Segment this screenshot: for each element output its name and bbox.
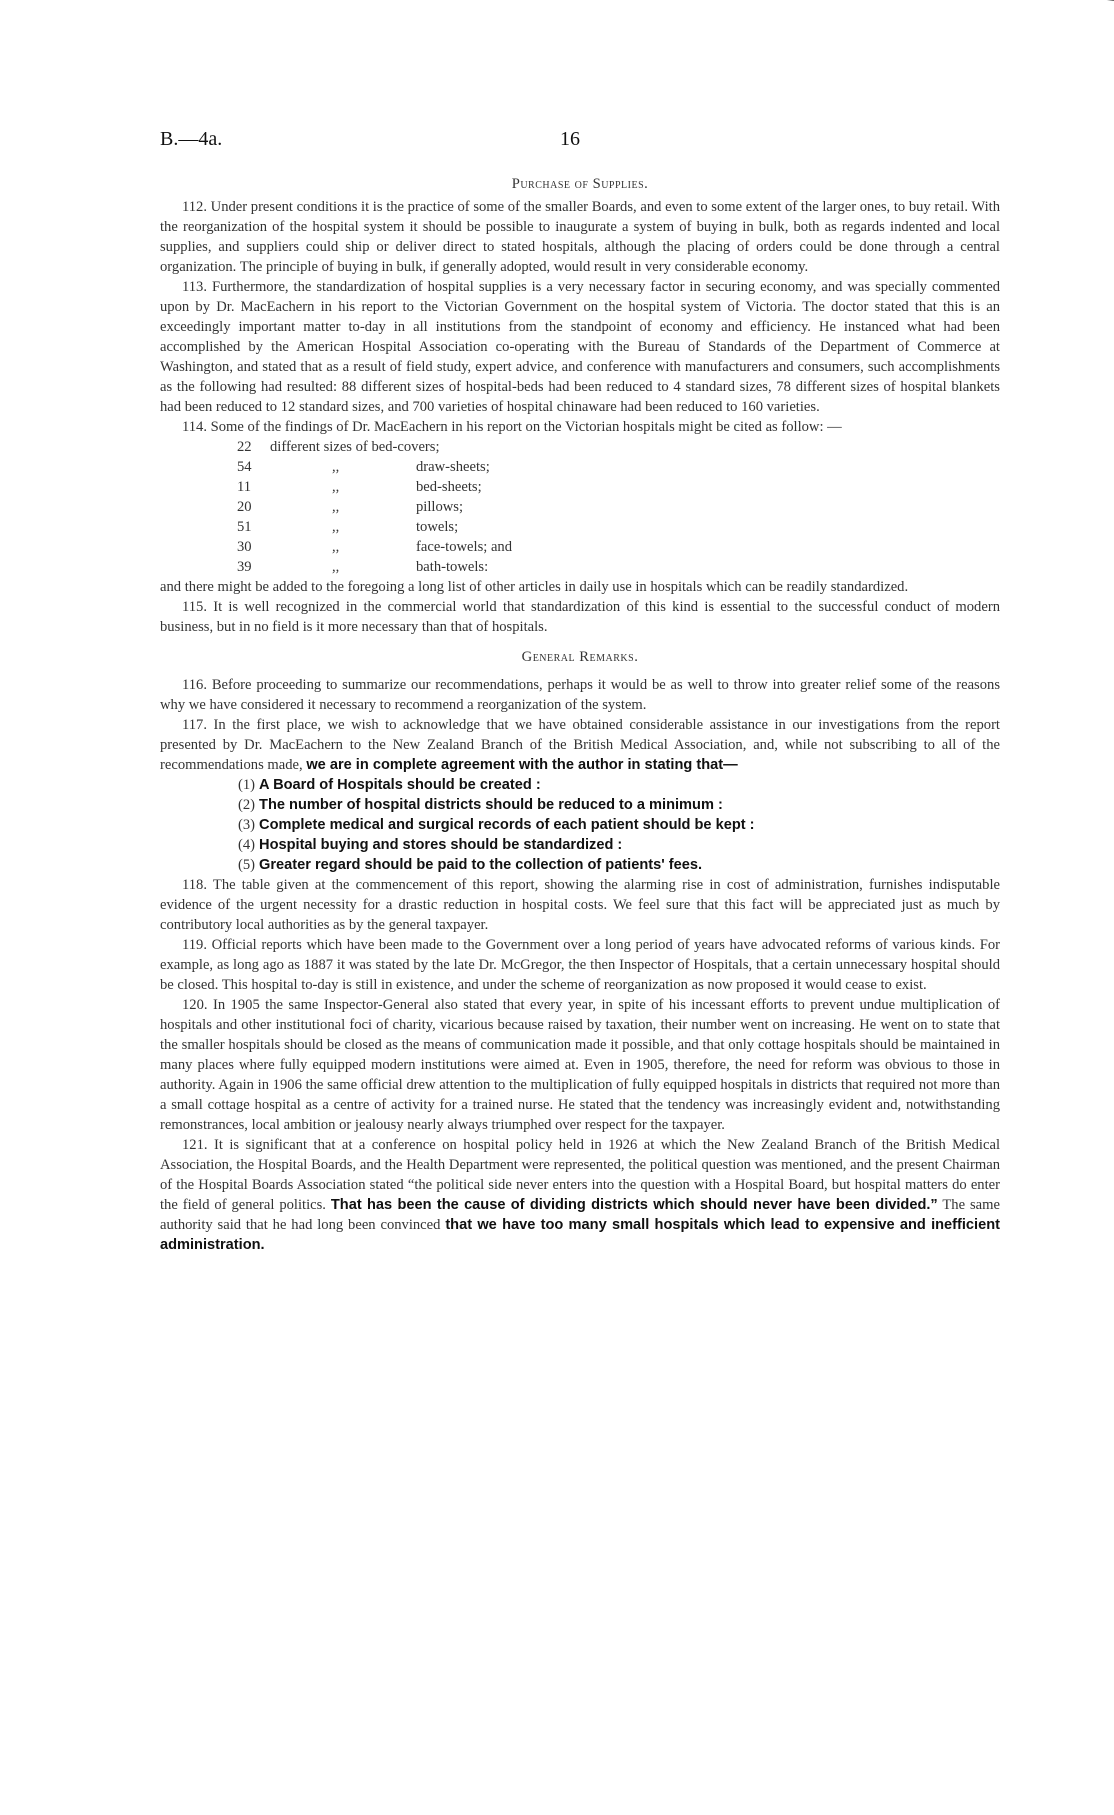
paragraph-114-intro: 114. Some of the findings of Dr. MacEachern in his report on the Victorian hospitals might be cited as follow: —	[182, 419, 842, 435]
list-item: 54 ,, draw-sheets;	[237, 459, 490, 475]
list-item: (1) A Board of Hospitals should be created :	[238, 777, 541, 793]
list-item: 39 ,, bath-towels:	[237, 559, 489, 575]
paragraph-115: 115. It is well recognized in the commercial world that standardization of this kind is essential to the successful conduct of modern business, but in no field is it more necessary than that of hospitals.	[160, 599, 1000, 635]
paragraph-117-emphasis: we are in complete agreement with the author in stating that—	[306, 757, 738, 773]
list-item: 30 ,, face-towels; and	[237, 539, 513, 555]
paragraph-113: 113. Furthermore, the standardization of hospital supplies is a very necessary factor in securing economy, and was specially commented upon by Dr. MacEachern in his report to the Victorian Government on the hospital system of Victoria. The doctor stated that this is an exceedingly important matter to-day in all institutions from the standpoint of economy and efficiency. He instanced what had been accomplished by the American Hospital Association co-operating with the Bureau of Standards of the Department of Commerce at Washington, and stated that as a result of field study, expert advice, and conference with manufacturers and consumers, such accomplishments as the following had resulted: 88 different sizes of hospital-beds had been reduced to 4 standard sizes, 78 different sizes of hospital blankets had been reduced to 12 standard sizes, and 700 varieties of hospital chinaware had been reduced to 160 varieties.	[160, 279, 1000, 415]
list-item: 20 ,, pillows;	[237, 499, 464, 515]
recommendations-list	[160, 775, 1000, 875]
paragraph-117: 117. In the first place, we wish to acknowledge that we have obtained considerable assistance in our investigations from the report presented by Dr. MacEachern to the New Zealand Branch of the British Medical Association, and, while not subscribing to all of the recommendations made, we are in complete agreement with the author in stating that—	[160, 717, 1000, 773]
section-heading-purchase: Purchase of Supplies.	[511, 176, 649, 192]
list-item: (2) The number of hospital districts should be reduced to a minimum :	[238, 797, 723, 813]
list-item: 22 different sizes of bed-covers;	[237, 439, 440, 455]
document-body	[160, 174, 1000, 1255]
list-item: (3) Complete medical and surgical records of each patient should be kept :	[238, 817, 755, 833]
paragraph-118: 118. The table given at the commencement of this report, showing the alarming rise in cost of administration, furnishes indisputable evidence of the urgent necessity for a drastic reduction in hospital costs. We feel sure that this fact will be appreciated just as much by contributory local authorities as by the general taxpayer.	[160, 877, 1000, 933]
paragraph-116: 116. Before proceeding to summarize our recommendations, perhaps it would be as well to throw into greater relief some of the reasons why we have considered it necessary to recommend a reorganization of the system.	[160, 677, 1000, 713]
list-item: 11 ,, bed-sheets;	[237, 479, 482, 495]
list-item: 51 ,, towels;	[237, 519, 459, 535]
page-number: 16	[560, 128, 580, 150]
list-item: (4) Hospital buying and stores should be standardized :	[238, 837, 623, 853]
paragraph-114-continued: and there might be added to the foregoing a long list of other articles in daily use in hospitals which can be readily standardized.	[160, 579, 909, 595]
document-reference: B.—4a.	[160, 128, 223, 150]
page-header	[160, 128, 1000, 158]
paragraph-119: 119. Official reports which have been made to the Government over a long period of years have advocated reforms of various kinds. For example, as long ago as 1887 it was stated by the late Dr. McGregor, the then Inspector of Hospitals, that a certain unnecessary hospital should be closed. This hospital to-day is still in existence, and under the scheme of reorganization as now proposed it would cease to exist.	[160, 937, 1000, 993]
paragraph-121: 121. It is significant that at a conference on hospital policy held in 1926 at which the New Zealand Branch of the British Medical Association, the Hospital Boards, and the Health Department were represented, the political question was mentioned, and the present Chairman of the Hospital Boards Association stated “the political side never enters into the question with a Hospital Board, but hospital matters do enter the field of general politics. That has been the cause of dividing districts which should never have been divided.” The same authority said that he had long been convinced that we have too many small hospitals which lead to expensive and inefficient administration.	[160, 1137, 1000, 1253]
paragraph-120: 120. In 1905 the same Inspector-General also stated that every year, in spite of his incessant efforts to prevent undue multiplication of hospitals and other institutional foci of charity, vicarious because raised by taxation, their number went on increasing. He went on to state that the smaller hospitals should be closed as the means of communication made it possible, and that only cottage hospitals should be maintained in many places where fully equipped modern institutions were aimed at. Even in 1905, therefore, the need for reform was obvious to those in authority. Again in 1906 the same official drew attention to the multiplication of fully equipped hospitals in districts that required not more than a small cottage hospital as a centre of activity for a trained nurse. He stated that the tendency was increasingly evident and, notwithstanding remonstrances, local ambition or jealousy nearly always triumphed over respect for the taxpayer.	[160, 997, 1000, 1133]
list-item: (5) Greater regard should be paid to the collection of patients' fees.	[238, 857, 703, 873]
section-heading-general-remarks: General Remarks.	[521, 649, 639, 665]
paragraph-112: 112. Under present conditions it is the practice of some of the smaller Boards, and even to some extent of the larger ones, to buy retail. With the reorganization of the hospital system it should be possible to inaugurate a system of buying in bulk, both as regards indented and local supplies, and suppliers could ship or deliver direct to stated hospitals, although the placing of orders could be done through a central organization. The principle of buying in bulk, if generally adopted, would result in very considerable economy.	[160, 199, 1000, 275]
corner-scan-mark	[1086, 0, 1114, 13]
findings-list	[160, 437, 1000, 577]
